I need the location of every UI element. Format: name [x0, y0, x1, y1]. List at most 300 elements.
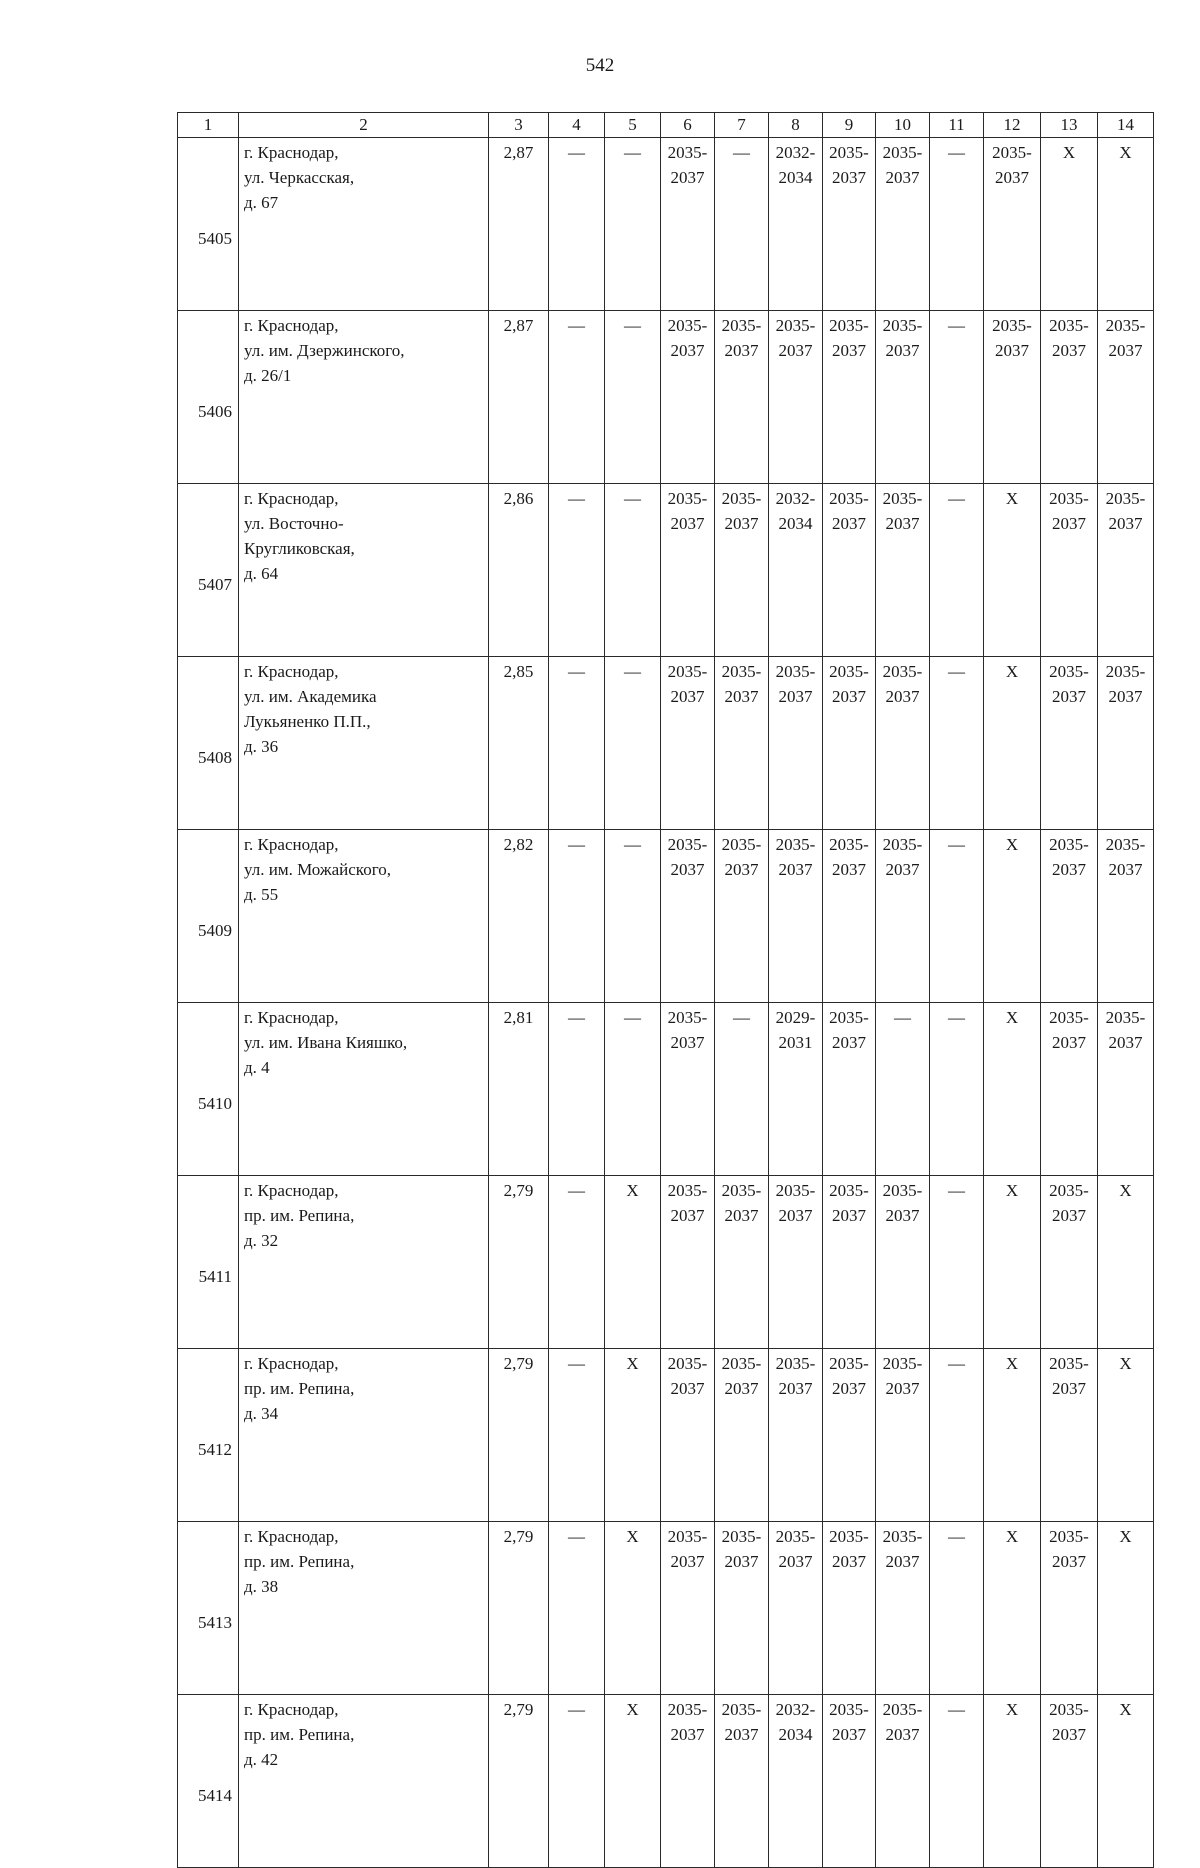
column-number: 10: [876, 113, 930, 138]
address-line: Кругликовская,: [244, 539, 355, 558]
period-cell-c5: —: [605, 138, 661, 311]
register-table: [177, 112, 1154, 1868]
column-number: 7: [715, 113, 769, 138]
period-line: 2035-: [882, 143, 923, 162]
period-cell-c11: —: [930, 1003, 984, 1176]
period-line: 2035-: [667, 316, 708, 335]
period-line: 2037: [832, 687, 866, 706]
period-line: 2035-: [829, 1527, 869, 1546]
period-line: 2037: [1052, 341, 1086, 360]
period-line: 2037: [778, 1552, 813, 1571]
period-line: 2037: [885, 341, 920, 360]
period-cell-c7: [715, 657, 769, 830]
period-cell-c14: [1098, 311, 1154, 484]
period-cell-c9: [823, 1003, 876, 1176]
period-cell-c8: [769, 1349, 823, 1522]
period-line: 2035-: [829, 835, 869, 854]
period-cell-c10: [876, 484, 930, 657]
period-cell-c5: Х: [605, 1349, 661, 1522]
period-line: 2035-: [882, 316, 923, 335]
period-cell-c7: —: [715, 1003, 769, 1176]
period-line: 2037: [724, 341, 759, 360]
area-value: 2,79: [489, 1522, 549, 1695]
period-cell-c10: [876, 1695, 930, 1868]
row-number: 5409: [178, 830, 239, 1003]
table-row: [178, 1003, 1154, 1176]
period-cell-c10: [876, 830, 930, 1003]
period-line: 2037: [1108, 341, 1143, 360]
period-cell-c4: —: [549, 311, 605, 484]
period-cell-c8: [769, 1522, 823, 1695]
period-line: 2037: [885, 860, 920, 879]
period-cell-c12: Х: [984, 1003, 1041, 1176]
period-cell-c12: [984, 311, 1041, 484]
period-cell-c6: [661, 138, 715, 311]
period-cell-c8: [769, 1003, 823, 1176]
period-cell-c8: [769, 311, 823, 484]
period-cell-c7: [715, 484, 769, 657]
period-cell-c7: [715, 1522, 769, 1695]
period-line: 2035-: [721, 835, 762, 854]
period-line: 2037: [832, 341, 866, 360]
period-line: 2035-: [1049, 1008, 1089, 1027]
period-line: 2037: [670, 168, 705, 187]
period-line: 2035-: [667, 1181, 708, 1200]
period-line: 2035-: [1049, 662, 1089, 681]
period-line: 2035-: [667, 1008, 708, 1027]
period-line: 2037: [670, 860, 705, 879]
period-cell-c5: Х: [605, 1176, 661, 1349]
period-line: 2037: [778, 1206, 813, 1225]
period-cell-c13: [1041, 657, 1098, 830]
period-cell-c5: —: [605, 830, 661, 1003]
address-line: г. Краснодар,: [244, 835, 339, 854]
address-line: г. Краснодар,: [244, 1527, 339, 1546]
period-line: 2035-: [829, 1008, 869, 1027]
row-number: 5407: [178, 484, 239, 657]
period-cell-c10: [876, 1522, 930, 1695]
address-cell: [239, 1349, 489, 1522]
period-line: 2035-: [829, 316, 869, 335]
period-line: 2035-: [1049, 1527, 1089, 1546]
period-line: 2037: [1052, 1379, 1086, 1398]
period-line: 2037: [724, 687, 759, 706]
period-cell-c9: [823, 484, 876, 657]
period-line: 2037: [724, 1552, 759, 1571]
period-line: 2037: [670, 1206, 705, 1225]
column-number: 14: [1098, 113, 1154, 138]
period-cell-c4: —: [549, 1003, 605, 1176]
period-cell-c12: Х: [984, 1522, 1041, 1695]
period-line: 2035-: [721, 662, 762, 681]
address-line: д. 34: [244, 1404, 279, 1423]
period-line: 2035-: [882, 1700, 923, 1719]
column-number: 1: [178, 113, 239, 138]
period-line: 2035-: [829, 1354, 869, 1373]
period-cell-c7: [715, 1349, 769, 1522]
period-cell-c13: [1041, 1176, 1098, 1349]
address-line: г. Краснодар,: [244, 662, 339, 681]
period-cell-c9: [823, 1176, 876, 1349]
period-cell-c7: [715, 311, 769, 484]
period-line: 2035-: [721, 1527, 762, 1546]
period-cell-c9: [823, 311, 876, 484]
period-line: 2037: [1052, 687, 1086, 706]
period-cell-c13: [1041, 830, 1098, 1003]
table-row: [178, 1695, 1154, 1868]
period-line: 2035-: [721, 489, 762, 508]
period-cell-c10: [876, 657, 930, 830]
period-line: 2035-: [667, 143, 708, 162]
period-line: 2037: [885, 1552, 920, 1571]
row-number: 5411: [178, 1176, 239, 1349]
period-cell-c12: Х: [984, 830, 1041, 1003]
period-line: 2037: [1052, 1552, 1086, 1571]
area-value: 2,81: [489, 1003, 549, 1176]
address-line: д. 38: [244, 1577, 279, 1596]
area-value: 2,87: [489, 311, 549, 484]
period-line: 2037: [885, 1379, 920, 1398]
period-cell-c13: Х: [1041, 138, 1098, 311]
period-cell-c13: [1041, 1522, 1098, 1695]
address-line: д. 42: [244, 1750, 279, 1769]
period-cell-c14: [1098, 830, 1154, 1003]
period-line: 2037: [885, 514, 920, 533]
period-line: 2037: [670, 687, 705, 706]
table-row: [178, 830, 1154, 1003]
period-line: 2035-: [721, 316, 762, 335]
column-number: 2: [239, 113, 489, 138]
period-cell-c13: [1041, 1003, 1098, 1176]
address-line: д. 32: [244, 1231, 279, 1250]
period-line: 2037: [885, 687, 920, 706]
period-cell-c10: [876, 1349, 930, 1522]
address-cell: [239, 1522, 489, 1695]
period-line: 2032-: [775, 489, 816, 508]
period-cell-c11: —: [930, 484, 984, 657]
table-row: [178, 1176, 1154, 1349]
table-row: [178, 1522, 1154, 1695]
period-cell-c9: [823, 1695, 876, 1868]
column-number: 9: [823, 113, 876, 138]
column-number: 11: [930, 113, 984, 138]
period-line: 2035-: [1105, 1008, 1146, 1027]
period-cell-c11: —: [930, 1349, 984, 1522]
period-cell-c4: —: [549, 1522, 605, 1695]
period-line: 2037: [832, 1379, 866, 1398]
period-cell-c6: [661, 311, 715, 484]
period-cell-c12: Х: [984, 1695, 1041, 1868]
period-cell-c12: Х: [984, 657, 1041, 830]
period-line: 2037: [1052, 1206, 1086, 1225]
area-value: 2,79: [489, 1695, 549, 1868]
period-cell-c7: —: [715, 138, 769, 311]
address-line: ул. им. Можайского,: [244, 860, 391, 879]
period-cell-c14: [1098, 1003, 1154, 1176]
table-row: [178, 484, 1154, 657]
period-cell-c9: [823, 1349, 876, 1522]
column-number: 4: [549, 113, 605, 138]
period-line: 2037: [670, 514, 705, 533]
row-number: 5405: [178, 138, 239, 311]
period-line: 2034: [778, 514, 813, 533]
period-cell-c6: [661, 657, 715, 830]
period-line: 2035-: [667, 1700, 708, 1719]
period-cell-c6: [661, 1522, 715, 1695]
address-cell: [239, 1003, 489, 1176]
period-cell-c6: [661, 1003, 715, 1176]
period-cell-c11: —: [930, 657, 984, 830]
address-line: г. Краснодар,: [244, 316, 339, 335]
period-line: 2035-: [829, 1181, 869, 1200]
period-line: 2037: [1052, 1033, 1086, 1052]
period-cell-c5: Х: [605, 1695, 661, 1868]
table-row: [178, 1349, 1154, 1522]
period-cell-c11: —: [930, 138, 984, 311]
address-line: пр. им. Репина,: [244, 1552, 355, 1571]
period-line: 2035-: [992, 316, 1032, 335]
period-line: 2037: [670, 1379, 705, 1398]
period-line: 2037: [1052, 514, 1086, 533]
period-cell-c7: [715, 830, 769, 1003]
table-row: [178, 138, 1154, 311]
period-cell-c4: —: [549, 1695, 605, 1868]
period-cell-c13: [1041, 484, 1098, 657]
period-line: 2037: [670, 1552, 705, 1571]
period-line: 2035-: [882, 1527, 923, 1546]
period-cell-c9: [823, 1522, 876, 1695]
row-number: 5406: [178, 311, 239, 484]
address-line: ул. Черкасская,: [244, 168, 355, 187]
column-number-row: [178, 113, 1154, 138]
address-line: г. Краснодар,: [244, 1008, 339, 1027]
period-line: 2037: [724, 860, 759, 879]
period-cell-c13: [1041, 1695, 1098, 1868]
period-cell-c9: [823, 830, 876, 1003]
period-cell-c10: [876, 311, 930, 484]
table-row: [178, 657, 1154, 830]
period-line: 2037: [832, 860, 866, 879]
period-line: 2037: [1108, 1033, 1143, 1052]
period-cell-c8: [769, 484, 823, 657]
period-line: 2037: [724, 1725, 759, 1744]
period-line: 2029-: [775, 1008, 816, 1027]
period-cell-c6: [661, 830, 715, 1003]
period-line: 2035-: [992, 143, 1032, 162]
period-line: 2037: [832, 168, 866, 187]
period-cell-c9: [823, 138, 876, 311]
address-cell: [239, 1695, 489, 1868]
period-cell-c6: [661, 1176, 715, 1349]
address-line: пр. им. Репина,: [244, 1379, 355, 1398]
period-line: 2037: [1052, 1725, 1086, 1744]
period-cell-c5: —: [605, 311, 661, 484]
period-cell-c4: —: [549, 138, 605, 311]
period-line: 2035-: [1049, 1181, 1089, 1200]
period-line: 2037: [995, 168, 1029, 187]
column-number: 8: [769, 113, 823, 138]
period-cell-c5: —: [605, 1003, 661, 1176]
period-line: 2035-: [1105, 316, 1146, 335]
period-cell-c10: [876, 1176, 930, 1349]
period-line: 2035-: [775, 316, 816, 335]
period-line: 2035-: [829, 1700, 869, 1719]
column-number: 3: [489, 113, 549, 138]
period-line: 2037: [724, 514, 759, 533]
period-cell-c8: [769, 1695, 823, 1868]
area-value: 2,87: [489, 138, 549, 311]
period-line: 2037: [832, 514, 866, 533]
address-line: пр. им. Репина,: [244, 1206, 355, 1225]
period-line: 2035-: [882, 1181, 923, 1200]
period-line: 2032-: [775, 1700, 816, 1719]
address-line: ул. им. Дзержинского,: [244, 341, 405, 360]
period-line: 2037: [832, 1206, 866, 1225]
column-number: 12: [984, 113, 1041, 138]
address-cell: [239, 1176, 489, 1349]
column-number: 5: [605, 113, 661, 138]
period-line: 2035-: [775, 1354, 816, 1373]
period-line: 2037: [1108, 514, 1143, 533]
period-line: 2035-: [829, 143, 869, 162]
period-line: 2037: [778, 687, 813, 706]
period-line: 2035-: [1105, 662, 1146, 681]
period-line: 2037: [885, 1725, 920, 1744]
period-line: 2035-: [882, 489, 923, 508]
period-line: 2037: [1108, 860, 1143, 879]
period-line: 2037: [995, 341, 1029, 360]
period-line: 2035-: [1049, 316, 1089, 335]
column-number: 6: [661, 113, 715, 138]
period-cell-c12: [984, 138, 1041, 311]
period-cell-c9: [823, 657, 876, 830]
address-line: г. Краснодар,: [244, 1354, 339, 1373]
period-line: 2035-: [667, 1354, 708, 1373]
period-cell-c7: [715, 1695, 769, 1868]
period-cell-c4: —: [549, 484, 605, 657]
period-cell-c4: —: [549, 1349, 605, 1522]
period-cell-c6: [661, 1695, 715, 1868]
period-line: 2037: [832, 1725, 866, 1744]
period-cell-c4: —: [549, 830, 605, 1003]
period-line: 2035-: [882, 835, 923, 854]
period-line: 2035-: [1105, 489, 1146, 508]
period-line: 2037: [724, 1206, 759, 1225]
address-line: г. Краснодар,: [244, 1700, 339, 1719]
period-cell-c4: —: [549, 1176, 605, 1349]
address-line: г. Краснодар,: [244, 1181, 339, 1200]
period-line: 2035-: [721, 1181, 762, 1200]
address-line: д. 64: [244, 564, 279, 583]
address-line: Лукьяненко П.П.,: [244, 712, 371, 731]
period-line: 2035-: [1049, 835, 1089, 854]
address-line: д. 55: [244, 885, 279, 904]
period-line: 2035-: [721, 1700, 762, 1719]
address-line: д. 36: [244, 737, 279, 756]
area-value: 2,86: [489, 484, 549, 657]
period-cell-c5: —: [605, 657, 661, 830]
table-row: [178, 311, 1154, 484]
period-line: 2037: [778, 1379, 813, 1398]
address-cell: [239, 657, 489, 830]
column-number: 13: [1041, 113, 1098, 138]
period-line: 2037: [885, 168, 920, 187]
period-cell-c14: Х: [1098, 1349, 1154, 1522]
period-line: 2037: [1052, 860, 1086, 879]
address-line: г. Краснодар,: [244, 489, 339, 508]
address-cell: [239, 830, 489, 1003]
period-cell-c5: Х: [605, 1522, 661, 1695]
period-cell-c12: Х: [984, 484, 1041, 657]
address-line: д. 67: [244, 193, 279, 212]
period-cell-c6: [661, 1349, 715, 1522]
period-cell-c8: [769, 138, 823, 311]
area-value: 2,79: [489, 1176, 549, 1349]
period-line: 2037: [778, 341, 813, 360]
period-cell-c14: Х: [1098, 138, 1154, 311]
period-cell-c13: [1041, 1349, 1098, 1522]
address-cell: [239, 138, 489, 311]
period-cell-c11: —: [930, 1176, 984, 1349]
period-cell-c13: [1041, 311, 1098, 484]
period-line: 2037: [670, 1033, 705, 1052]
address-line: д. 4: [244, 1058, 270, 1077]
period-line: 2035-: [667, 662, 708, 681]
address-line: пр. им. Репина,: [244, 1725, 355, 1744]
row-number: 5410: [178, 1003, 239, 1176]
period-cell-c14: Х: [1098, 1695, 1154, 1868]
period-cell-c8: [769, 830, 823, 1003]
area-value: 2,85: [489, 657, 549, 830]
period-line: 2035-: [775, 835, 816, 854]
period-cell-c5: —: [605, 484, 661, 657]
period-line: 2035-: [721, 1354, 762, 1373]
period-line: 2037: [670, 1725, 705, 1744]
period-cell-c14: Х: [1098, 1176, 1154, 1349]
period-line: 2037: [778, 860, 813, 879]
period-cell-c11: —: [930, 1695, 984, 1868]
address-line: г. Краснодар,: [244, 143, 339, 162]
period-line: 2035-: [667, 489, 708, 508]
period-line: 2035-: [667, 835, 708, 854]
period-line: 2034: [778, 1725, 813, 1744]
period-line: 2035-: [882, 662, 923, 681]
row-number: 5414: [178, 1695, 239, 1868]
period-line: 2037: [724, 1379, 759, 1398]
period-line: 2035-: [1049, 1354, 1089, 1373]
address-cell: [239, 484, 489, 657]
period-line: 2035-: [829, 662, 869, 681]
period-cell-c14: Х: [1098, 1522, 1154, 1695]
address-line: ул. Восточно-: [244, 514, 344, 533]
period-cell-c10: [876, 138, 930, 311]
period-cell-c11: —: [930, 311, 984, 484]
period-line: 2035-: [775, 1181, 816, 1200]
area-value: 2,82: [489, 830, 549, 1003]
period-line: 2035-: [775, 1527, 816, 1546]
period-line: 2037: [832, 1033, 866, 1052]
page-number: 542: [585, 55, 615, 76]
period-cell-c7: [715, 1176, 769, 1349]
period-cell-c6: [661, 484, 715, 657]
period-line: 2037: [832, 1552, 866, 1571]
area-value: 2,79: [489, 1349, 549, 1522]
address-cell: [239, 311, 489, 484]
period-cell-c14: [1098, 484, 1154, 657]
row-number: 5408: [178, 657, 239, 830]
address-line: ул. им. Академика: [244, 687, 377, 706]
period-line: 2037: [670, 341, 705, 360]
